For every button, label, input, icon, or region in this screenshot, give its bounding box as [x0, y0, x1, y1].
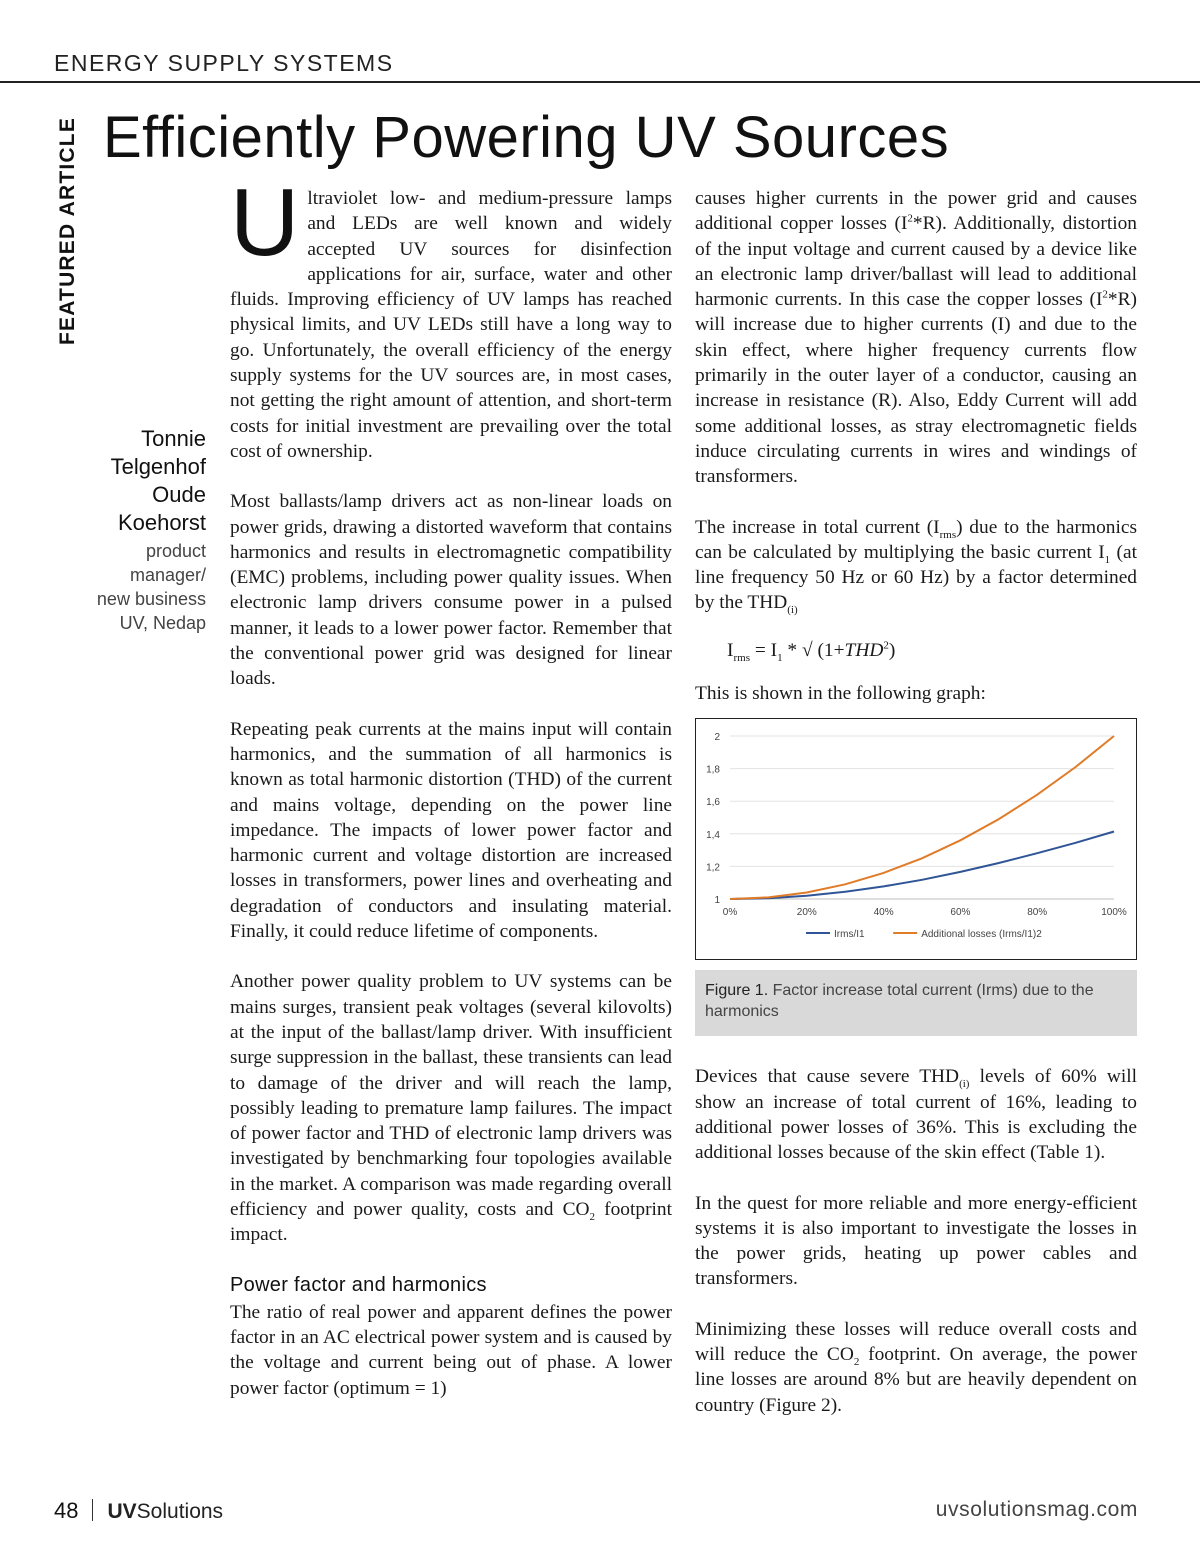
- text-run: causes higher currents in the power grid and causes additional copper losses (I: [695, 188, 1137, 235]
- header-rule: [0, 81, 1200, 83]
- surges-paragraph: [230, 969, 672, 1247]
- figure-label: Figure 1.: [705, 982, 769, 1000]
- superscript: 2: [907, 212, 913, 225]
- chart-y-tick-label: 1,8: [706, 764, 720, 776]
- text-run: ) due to the harmonics can be calculated by multiplying the basic current I: [695, 516, 1138, 563]
- author-role-line: UV, Nedap: [119, 613, 206, 633]
- text-run: *R). Additionally, distortion of the input voltage and current caused by a device like an electronic lamp driver/ballast will lead to additional harmonic currents. In this case the copper losses (I: [695, 213, 1137, 311]
- author-role-line: manager/: [129, 565, 206, 585]
- chart-y-tick-label: 2: [714, 732, 720, 744]
- magazine-url: uvsolutionsmag.com: [935, 1498, 1138, 1521]
- chart-x-tick-label: 80%: [1027, 907, 1048, 919]
- thd-paragraph: Repeating peak currents at the mains input will contain harmonics, and the summation of all harmonics is known as total harmonic distortion (THD) of the current and mains voltage, depending on the power line impedance. The impacts of lower power factor and harmonic current and voltage distortion are increased losses in transformers, power lines and overheating and degradation of conductors and insulating material. Finally, it could reduce lifetime of components.: [230, 718, 672, 943]
- subscript: (i): [959, 1078, 970, 1091]
- subscript: rms: [939, 528, 957, 541]
- superscript: 2: [883, 639, 889, 652]
- formula: [727, 638, 1137, 663]
- total-current-paragraph: [695, 515, 1137, 616]
- text-run: (at line frequency 50 Hz or 60 Hz) by a factor determined by the THD: [695, 541, 1137, 614]
- chart-legend-label: Additional losses (Irms/I1)2: [921, 929, 1042, 941]
- text-run: footprint. On average, the power line losses are around 8% but are heavily dependent on country (Figure 2).: [695, 1344, 1137, 1416]
- chart-x-tick-label: 60%: [950, 907, 971, 919]
- article-column-left: [230, 169, 672, 1401]
- section-label: ENERGY SUPPLY SYSTEMS: [54, 50, 394, 76]
- author-role-line: new business: [96, 589, 206, 609]
- subscript: 1: [777, 651, 783, 664]
- chart-series-line: [730, 736, 1114, 899]
- surges-text-end: footprint impact.: [230, 1198, 672, 1246]
- subscript: (i): [787, 604, 798, 617]
- copper-losses-paragraph: [695, 186, 1137, 490]
- text-run: Minimizing these losses will reduce overall costs and will reduce the CO: [695, 1318, 1137, 1366]
- footer-separator: [92, 1499, 93, 1521]
- subscript: rms: [733, 651, 750, 664]
- text-run: Devices that cause severe THD: [695, 1066, 960, 1088]
- page-title: Efficiently Powering UV Sources: [103, 105, 950, 170]
- subscript: 1: [1104, 553, 1111, 566]
- text-run: ): [888, 639, 896, 661]
- chart-x-tick-label: 40%: [873, 907, 894, 919]
- superscript: 2: [1102, 288, 1108, 301]
- chart-series-line: [730, 832, 1114, 900]
- author-name-line: Oude: [152, 482, 206, 507]
- subscript: 2: [853, 1355, 860, 1368]
- page-number: 48: [54, 1498, 79, 1523]
- surges-text: Another power quality problem to UV systems can be mains surges, transient peak voltages (several kilovolts) at the input of the ballast/lamp driver. With insufficient surge suppression in the ballast, these transients can lead to damage of the driver and will reach the lamp, possibly leading to premature lamp failures. The impact of power factor and THD of electronic lamp drivers was investigated by benchmarking four topologies available in the market. A comparison was made regarding overall efficiency and power quality, costs and CO: [230, 971, 672, 1220]
- quest-paragraph: In the quest for more reliable and more energy-efficient systems it is also important to investigate the losses in the power grids, heating up power cables and transformers.: [695, 1192, 1137, 1290]
- magazine-name-bold: UV: [107, 1500, 137, 1523]
- ballasts-paragraph: Most ballasts/lamp drivers act as non-linear loads on power grids, drawing a distorted waveform that contains harmonics and results in electromagnetic compatibility (EMC) problems, including power quality issues. When electronic lamp drivers consume power in a pulsed manner, it leads to a lower power factor. Remember that the conventional power grid was designed for linear loads.: [230, 491, 672, 690]
- featured-article-label: FEATURED ARTICLE: [56, 116, 79, 345]
- text-run: THD: [844, 639, 884, 661]
- chart-svg: [696, 719, 1136, 959]
- text-run: levels of 60% will show an increase of total current of 16%, leading to additional power losses of 36%. This is excluding the additional losses because of the skin effect (Table 1).: [695, 1066, 1137, 1164]
- graph-intro: This is shown in the following graph:: [695, 683, 986, 705]
- chart-legend-label: Irms/I1: [834, 929, 865, 941]
- co2-subscript: 2: [589, 1210, 596, 1223]
- minimizing-paragraph: [695, 1317, 1137, 1418]
- author-name-line: Telgenhof: [110, 454, 206, 479]
- text-run: = I: [749, 639, 778, 661]
- text-run: The increase in total current (I: [695, 516, 940, 538]
- magazine-name-rest: Solutions: [136, 1500, 224, 1523]
- power-factor-paragraph: The ratio of real power and apparent defines the power factor in an AC electrical power system and is caused by the voltage and current being out of phase. A lower power factor (optimum = 1): [230, 1301, 672, 1399]
- chart-y-tick-label: 1,2: [706, 862, 720, 874]
- text-run: * √ (1+: [782, 639, 845, 661]
- author-block: [16, 425, 206, 635]
- chart-y-tick-label: 1: [714, 895, 720, 907]
- author-role-line: product: [145, 541, 206, 561]
- author-name-line: Koehorst: [117, 510, 206, 535]
- intro-text: ltraviolet low- and medium-pressure lamps and LEDs are well known and widely accepted UV sources for disinfection applications for air, surface, water and other fluids. Improving efficiency of UV lamps has reached physical limits, and UV LEDs still have a long way to go. Unfortunately, the overall efficiency of the energy supply systems for the UV sources are, in most cases, not getting the right amount of attention, and short-term costs for initial investment are prevailing over the total cost of ownership.: [230, 188, 672, 462]
- chart-x-tick-label: 100%: [1101, 907, 1127, 919]
- text-run: I: [727, 639, 734, 661]
- intro-paragraph: [230, 169, 672, 464]
- chart-y-tick-label: 1,4: [706, 830, 720, 842]
- thd-levels-paragraph: [695, 1064, 1137, 1165]
- magazine-name: [107, 1500, 223, 1523]
- drop-cap: U: [230, 169, 300, 276]
- footer: [54, 1498, 1138, 1528]
- figure-1-chart: [695, 718, 1137, 960]
- figure-caption-text: Factor increase total current (Irms) due to the harmonics: [705, 982, 1094, 1021]
- figure-caption: [695, 970, 1137, 1036]
- text-run: *R) will increase due to higher currents (I) and due to the skin effect, where higher frequency currents flow primarily in the outer layer of a conductor, causing an increase in resistance (R). Also, Eddy Current will add some additional losses, as stray electromagnetic fields induce circulating currents in wires and windings of transformers.: [695, 289, 1137, 488]
- chart-y-tick-label: 1,6: [706, 797, 720, 809]
- chart-x-tick-label: 0%: [722, 907, 738, 919]
- author-name-line: Tonnie: [141, 426, 206, 451]
- article-column-right: [695, 186, 1137, 1418]
- chart-x-tick-label: 20%: [796, 907, 817, 919]
- section-subhead: Power factor and harmonics: [230, 1273, 487, 1296]
